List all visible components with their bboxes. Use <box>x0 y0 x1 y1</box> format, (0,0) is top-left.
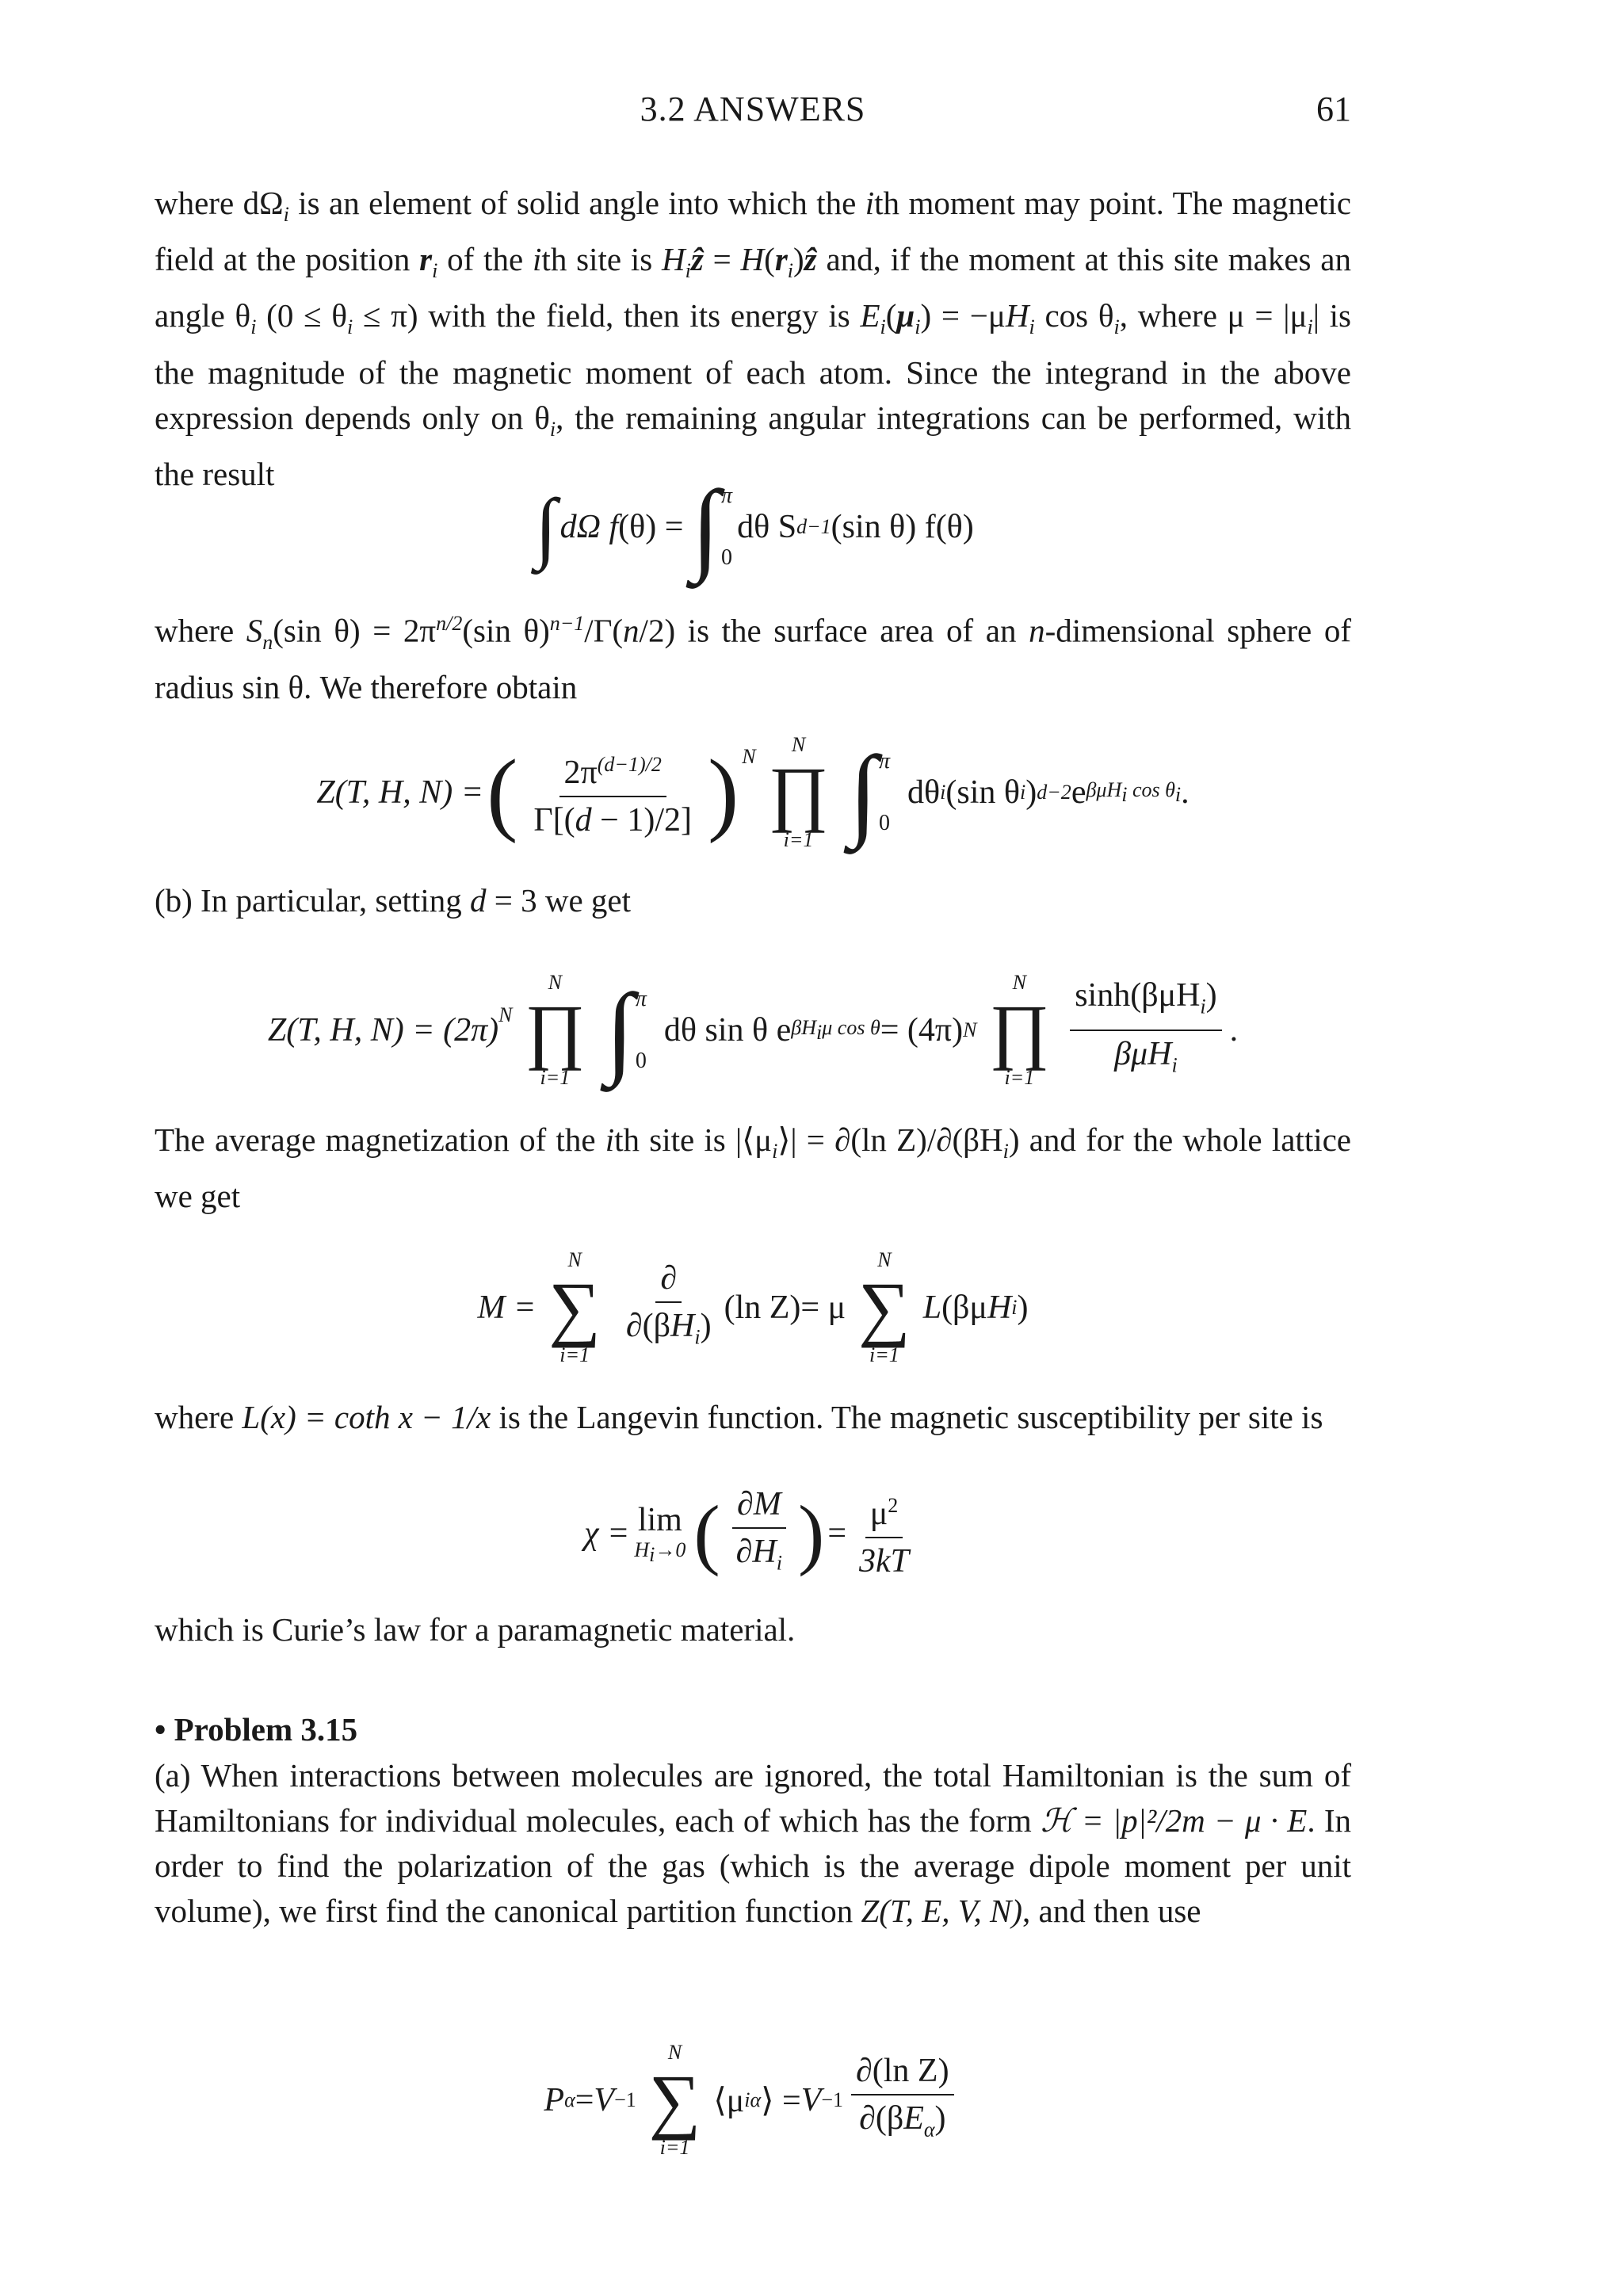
paragraph-curie-law: which is Curie’s law for a paramagnetic material. <box>155 1611 796 1648</box>
paragraph-surface-area: where $S_n(\sin$ $\theta) = 2\pi^{n/2}(\sin$ θ)$^{n-1}$/Γ(n/2) is the surface area of an n-dimensional sphere of radius sin θ. We therefore obtain <box>155 612 1351 705</box>
equation-partition-function-3d: Z(T, H, N) = (2π) $^N$ N ∏ i=1 ∫ π 0 dθ sin θ e $\beta H_i\mu$ cos θ = (4π) N N ∏ i=1 $\frac{\sinh(\beta\mu H_i)}{\beta\mu H_i}$ . <box>267 971 1239 1089</box>
paragraph-average-magnetization: The average magnetization of the ith site is $|⟨\mu_i⟩| = \partial(\ln$ $Z)/\partial(\beta H_i)$ and for the whole lattice we get <box>155 1121 1351 1215</box>
equation-partition-function-general: Z(T, H, N) = ( $\frac{2\pi^{(d-1)/2}}{\Gamma[(d - 1)/2]}$ ) $^N$ N ∏ i=1 ∫ π 0 dθ i (sin θ i ) d−2 e βμH$_i$ $\cos \theta_i$ . <box>316 733 1190 851</box>
paragraph-problem-3-15: (a) When interactions between molecules are ignored, the total Hamiltonian is the sum of Hamiltonians for individual molecules, each of which has the form ℋ = |p|²/2m − μ · E. In order to find the polarization of the gas (which is the average dipole moment per unit volume), we first find the canonical partition function Z(T, E, V, N), and then use <box>155 1757 1352 1929</box>
paragraph-langevin: where L(x) = coth x − 1/x is the Langevin function. The magnetic susceptibility per site is <box>155 1399 1323 1435</box>
running-head: 3.2 ANSWERS <box>640 90 866 128</box>
equation-total-magnetization: M = N ∑ i=1 $\frac{\partial}{\partial(\beta H_i)}$ (ln Z) = μ N ∑ i=1 L (βμ H i ) <box>477 1248 1029 1366</box>
equation-angular-integral: ∫ dΩ f (θ) = ∫ π 0 dθ S d−1 (sin θ) f(θ) <box>535 470 974 584</box>
problem-title: • Problem 3.15 <box>155 1711 358 1748</box>
paragraph-solid-angle: where $d\Omega_i$ is an element of solid angle into which the ith moment may point. The magnetic field at the position $r_i$ of the ith site is $H_iẑ$ = $H(r_i)ẑ$ and, if the moment at this site makes an angle $\theta_i$ $(0 \le \theta_i \le \pi)$ with the field, then its energy is $E_i(\mu_i) = -\mu H_i$ $\cos \theta_i$, where $\mu = |\mu_i|$ is the magnitude of the magnetic moment of each atom. Since the integrand in the above expression depends only on $\theta_i$, the remaining angular integrations can be performed, with the result <box>155 185 1352 492</box>
equation-susceptibility: χ = lim $H_i\to 0$ ( $\frac{\partial M}{\partial H_i}$ ) = $\frac{\mu^2}{3kT}$ <box>584 1485 909 1580</box>
equation-polarization: P α = V −1 N ∑ i=1 ⟨μ iα ⟩ = V −1 $\frac{\text{∂(ln Z)}}{\partial(\beta E_\alpha)}$ <box>155 2037 1351 2164</box>
page-header <box>155 89 1351 136</box>
paragraph-setting-d: (b) In particular, setting d = 3 we get <box>155 882 631 919</box>
page-number: 61 <box>1316 90 1351 128</box>
